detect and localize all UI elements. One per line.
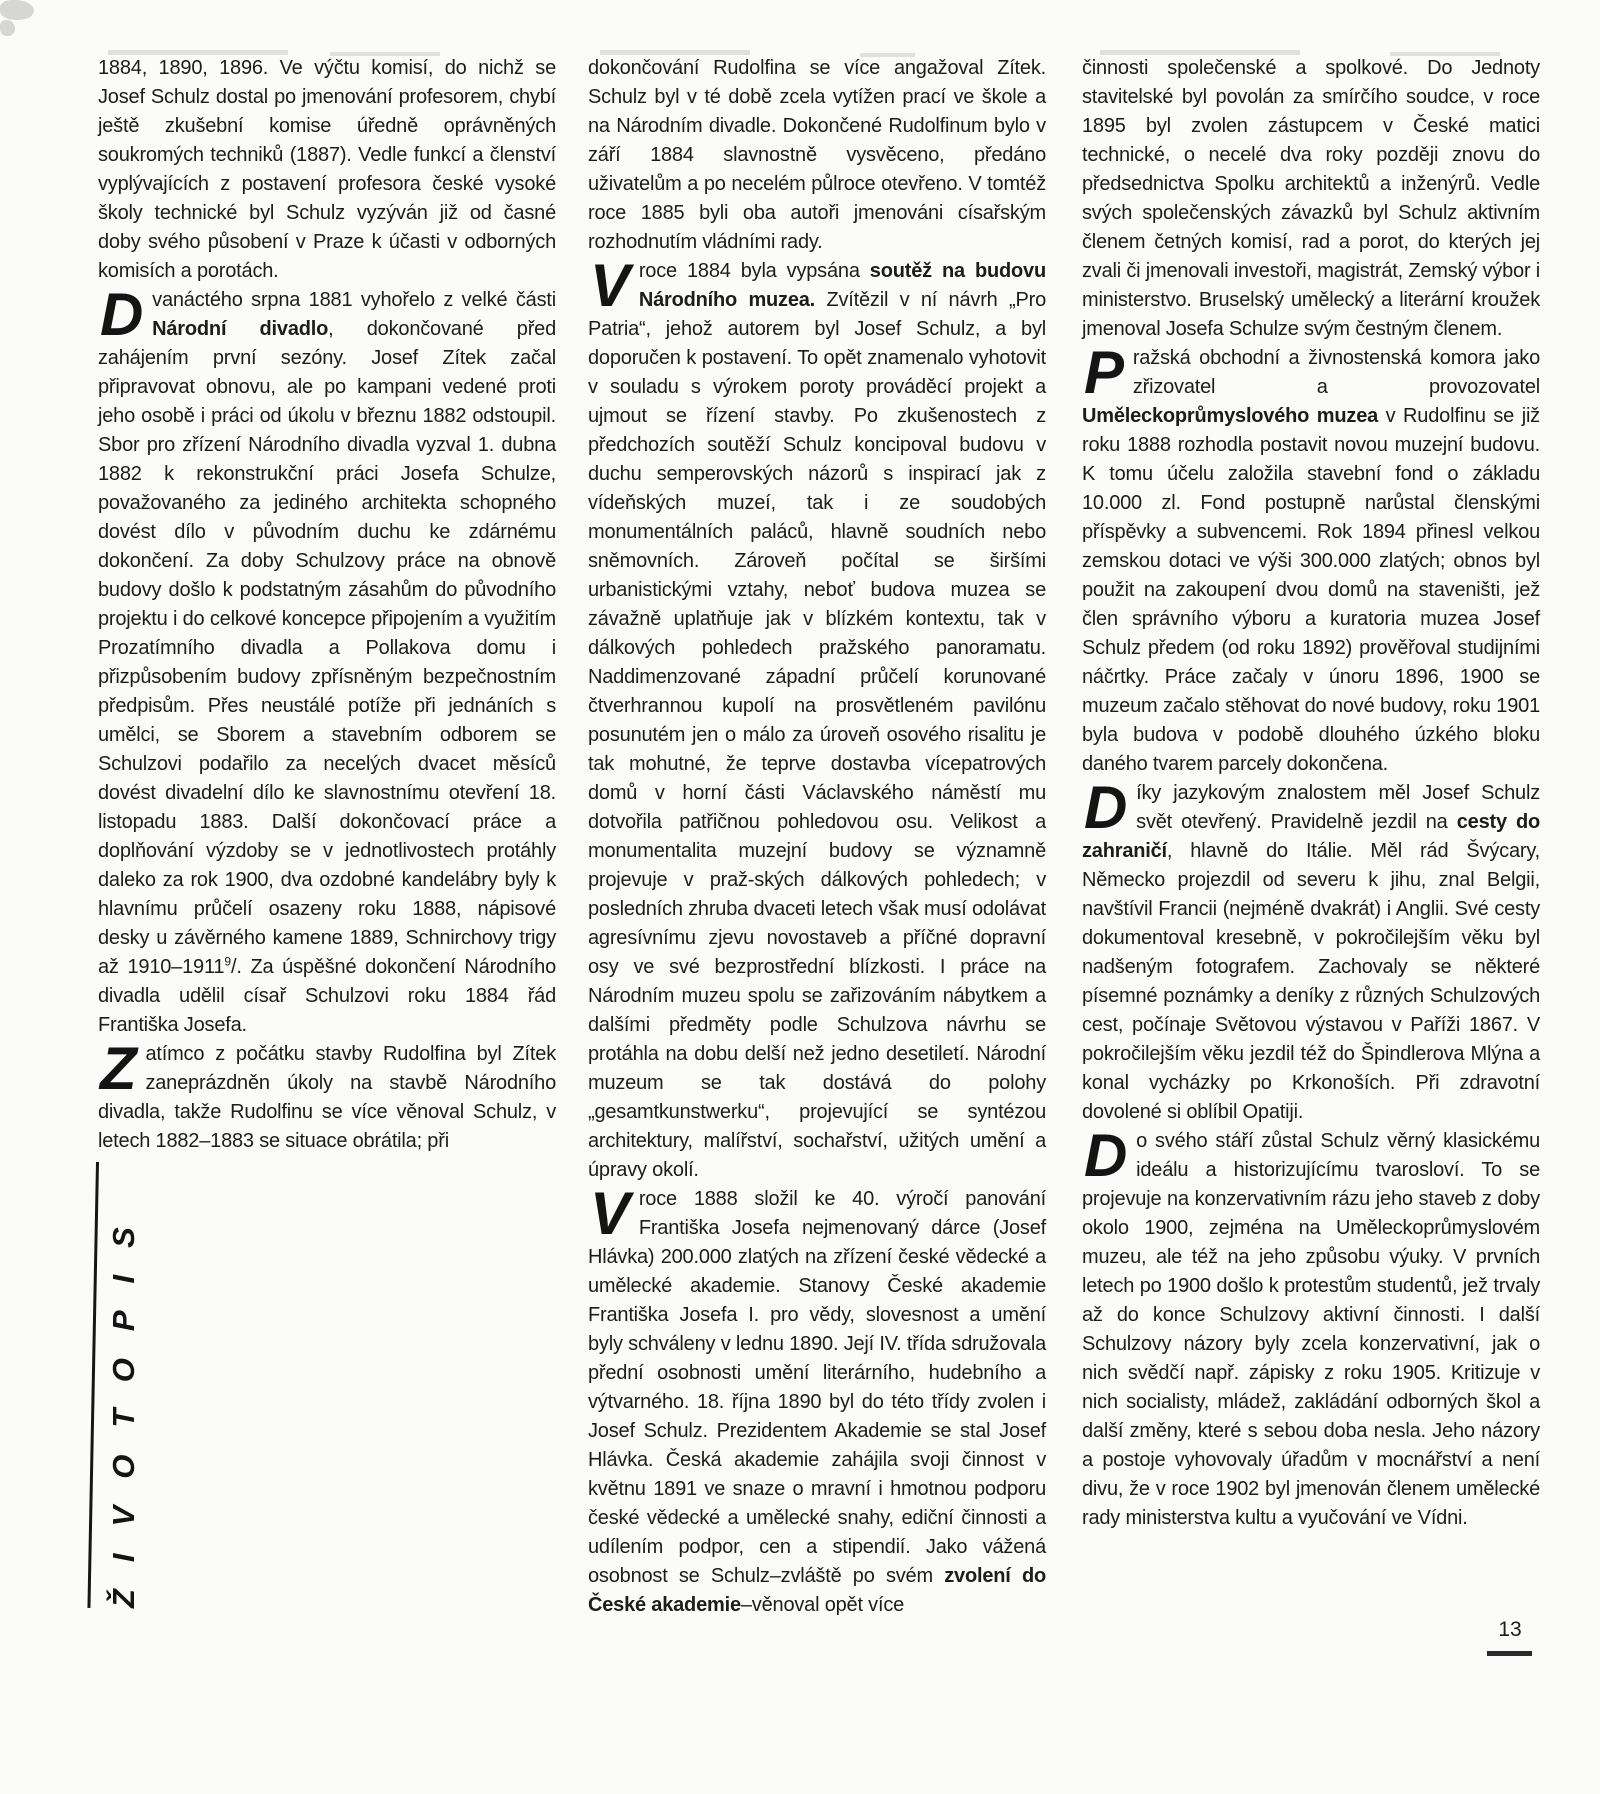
paragraph [588, 54, 1046, 257]
bold-text-run: Uměleckoprůmyslového muzea [1082, 405, 1379, 427]
dropcap-letter: D [1084, 1122, 1128, 1189]
footnote-marker: 9 [224, 954, 231, 969]
dropcap-letter: D [100, 281, 144, 348]
paragraph [1082, 54, 1540, 344]
text-run: , dokončované před zahájením první sezóny. Josef Zítek začal připravovat obnovu, ale po kampani vedené proti jeho osobě i práci od úkolu v březnu 1882 odstoupil. Sbor pro zřízení Národního divadla vyzval 1. dubna 1882 k rekonstrukční práci Josefa Schulze, považovaného za jediného architekta schopného dovést dílo v původním duchu ke zdárnému dokončení. Za doby Schulzovy práce na obnově budovy došlo k podstatným zásahům do původního projektu i do celkové koncepce připojením a využitím Prozatímního divadla a Pollakova domu i přizpůsobením budovy zpřísněným bezpečnostním předpisům. Přes neustálé potíže při jednáních s umělci, se Sborem a stavebním odborem se Schulzovi podařilo za necelých dvacet měsíců dovést divadelní dílo ke slavnostnímu otevření 18. listopadu 1883. Další dokončovací práce a doplňování výzdoby se v jednotlivostech protáhly daleko za rok 1900, dva ozdobné kandelábry byly k hlavnímu průčelí osazeny roku 1888, nápisové desky u závěrného kamene 1889, Schnirchovy trigy až 1910–1911 [98, 318, 557, 978]
paragraph [588, 1180, 1046, 1620]
bold-text-run: zvolení do České akademie [588, 1565, 1046, 1616]
page-number-rule [1487, 1651, 1532, 1656]
text-run: íky jazykovým znalostem měl Josef Schulz svět otevřený. Pravidelně jezdil na [1136, 782, 1540, 833]
text-column [588, 54, 1046, 1620]
paragraph [98, 54, 556, 286]
text-run: činnosti společenské a spolkové. Do Jednoty stavitelské byl povolán za smírčího soudce, v roce 1895 byl zvolen zástupcem v České matici technické, o necelé dva roky později znovu do předsednictva Spolku architektů a inženýrů. Vedle svých společenských závazků byl Schulz aktivním členem četných komisí, rad a porot, do kterých jej zvali či jmenovali investoři, magistrát, Zemský výbor i ministerstvo. Bruselský umělecký a literární kroužek jmenoval Josefa Schulze svým čestným členem. [1082, 57, 1541, 340]
paragraph [1082, 339, 1540, 779]
dropcap-letter: P [1084, 339, 1124, 406]
dropcap-letter: V [590, 252, 630, 319]
paragraph [98, 1035, 556, 1156]
sidebar-section-label: ŽIVOTOPIS [106, 1200, 141, 1608]
text-run: –věnoval opět více [740, 1594, 905, 1616]
text-column [1082, 54, 1540, 1533]
text-run: , hlavně do Itálie. Měl rád Švýcary, Německo projezdil od severu k jihu, znal Belgii, navštívil Francii (nejméně dvakrát) i Anglii. Své cesty dokumentoval kresebně, v pokročilejším věku byl nadšeným fotografem. Zachovaly se některé písemné poznámky a deníky z různých Schulzových cest, počínaje Světovou výstavou v Paříži 1867. V pokročilejším věku jezdil též do Špindlerova Mlýna a konal vycházky po Krkonoších. Při zdravotní dovolené si oblíbil Opatiji. [1082, 840, 1540, 1123]
paragraph [588, 252, 1046, 1185]
dropcap-letter: Z [100, 1035, 137, 1102]
text-run: Zvítězil v ní návrh „Pro Patria“, jehož autorem byl Josef Schulz, a byl doporučen k postavení. To opět znamenalo vyhotovit v souladu s výrokem poroty prováděcí projekt a ujmout se řízení stavby. Po zkušenostech z předchozích soutěží Schulz koncipoval budovu v duchu semperovských názorů s inspirací jak z vídeňských muzeí, tak i ze soudobých monumentálních paláců, hlavně soudních nebo sněmovních. Zároveň počítal se širšími urbanistickými vztahy, neboť budova muzea se závažně uplatňuje jak v blízkém kontextu, tak v dálkových pohledech pražského panoramatu. Naddimenzované západní průčelí korunované čtverhrannou kupolí na prosvětleném pavilónu posunutém jen o málo za úroveň osového risalitu je tak mohutné, že teprve dostavba vícepatrových domů v horní části Václavského náměstí mu dotvořila patřičnou pohledovou osu. Velikost a monumentalita muzejní budovy se významně projevuje v praž-ských dálkových pohledech; v posledních zhruba dvaceti letech však musí odolávat agresívnímu zjevu novostaveb a příčné dopravní osy ve své bezprostřední blízkosti. I práce na Národním muzeu spolu se zařizováním nábytkem a dalšími předměty podle Schulzova návrhu se protáhla na dobu delší než jedno desetiletí. Národní muzeum se tak dostává do polohy „gesamtkunstwerku“, projevující se syntézou architektury, malířství, sochařství, užitých umění a úpravy okolí. [588, 289, 1046, 1181]
text-run: roce 1888 složil ke 40. výročí panování Františka Josefa nejmenovaný dárce (Josef Hlávka) 200.000 zlatých na zřízení české vědecké a umělecké akademie. Stanovy České akademie Františka Josefa I. pro vědy, slovesnost a umění byly schváleny v lednu 1890. Její IV. třída sdružovala přední osobnosti umění literárního, hudebního a výtvarného. 18. října 1890 byl do této třídy zvolen i Josef Schulz. Prezidentem Akademie se stal Josef Hlávka. Česká akademie zahájila svoji činnost v květnu 1891 ve snaze o mravní i hmotnou podporu české vědecké a umělecké snahy, ediční činnosti a udílením podpor, cen a stipendií. Jako vážená osobnost se Schulz–zvláště po svém [588, 1188, 1046, 1587]
text-run: 1884, 1890, 1896. Ve výčtu komisí, do nichž se Josef Schulz dostal po jmenování profesorem, chybí ještě zkušební komise úředně oprávněných soukromých techniků (1887). Vedle funkcí a členství vyplývajících z postavení profesora české vysoké školy technické byl Schulz vyzýván již od časné doby svého působení v Praze k účasti v odborných komisích a porotách. [98, 57, 556, 282]
scan-artifact [0, 20, 15, 36]
paragraph [1082, 1122, 1540, 1533]
text-run: roce 1884 byla vypsána [638, 260, 870, 282]
text-run: atímco z počátku stavby Rudolfina byl Zítek zaneprázdněn úkoly na stavbě Národního divadla, takže Rudolfinu se více věnoval Schulz, v letech 1882–1883 se situace obrátila; při [98, 1043, 556, 1152]
bold-text-run: cesty do zahraničí [1082, 811, 1541, 862]
dropcap-letter: V [590, 1180, 630, 1247]
bold-text-run: Národní divadlo [152, 318, 329, 340]
text-run: v Rudolfinu se již roku 1888 rozhodla postavit novou muzejní budovu. K tomu účelu založila stavební fond o základu 10.000 zl. Fond postupně narůstal členskými příspěvky a subvencemi. Rok 1894 přinesl velkou zemskou dotaci ve výši 300.000 zlatých; obnos byl použit na zakoupení dvou domů na staveništi, jež člen správního výboru a kuratoria muzea Josef Schulz předem (od roku 1892) prověřoval studijními náčrtky. Práce začaly v únoru 1896, 1900 se muzeum začalo stěhovat do nové budovy, roku 1901 byla budova v podobě dlouhého úzkého bloku daného tvarem parcely dokončena. [1082, 405, 1540, 775]
text-run: ražská obchodní a živnostenská komora jako zřizovatel a provozovatel [1132, 347, 1540, 398]
sidebar-rule [87, 1162, 99, 1608]
page-number: 13 [1498, 1618, 1522, 1641]
text-run: dokončování Rudolfina se více angažoval Zítek. Schulz byl v té době zcela vytížen prací ve škole a na Národním divadle. Dokončené Rudolfinum bylo v září 1884 slavnostně vysvěceno, předáno uživatelům a po necelém půlroce otevřeno. V tomtéž roce 1885 byli oba autoři jmenováni císařským rozhodnutím vládními rady. [588, 57, 1046, 253]
bold-text-run: soutěž na budovu Národního muzea. [638, 260, 1046, 311]
paragraph [98, 281, 557, 1040]
text-run: vanáctého srpna 1881 vyhořelo z velké části [152, 289, 556, 311]
text-run: /. Za úspěšné dokončení Národního divadla udělil císař Schulzovi roku 1884 řád Františka Josefa. [98, 956, 557, 1036]
text-column [98, 54, 556, 1156]
text-run: o svého stáří zůstal Schulz věrný klasickému ideálu a historizujícímu tvarosloví. To se projevuje na konzervativním rázu jeho staveb z doby okolo 1900, zejména na Uměleckoprůmyslovém muzeu, ale též na jeho způsobu výuky. V prvních letech po 1900 došlo k protestům studentů, jež trvaly až do konce Schulzovy aktivní činnosti. I další Schulzovy názory byly zcela konzervativní, jak o nich svědčí např. zápisky z roku 1905. Kritizuje v nich socialisty, mládež, zakládání odborných škol a další změny, které s sebou doba nesla. Jeho názory a postoje vyhovovaly úřadům v mocnářství a není divu, že v roce 1902 byl jmenován členem umělecké rady ministerstva kultu a vyučování ve Vídni. [1082, 1130, 1540, 1529]
dropcap-letter: D [1084, 774, 1128, 841]
paragraph [1082, 774, 1541, 1127]
scan-artifact [0, 0, 34, 20]
